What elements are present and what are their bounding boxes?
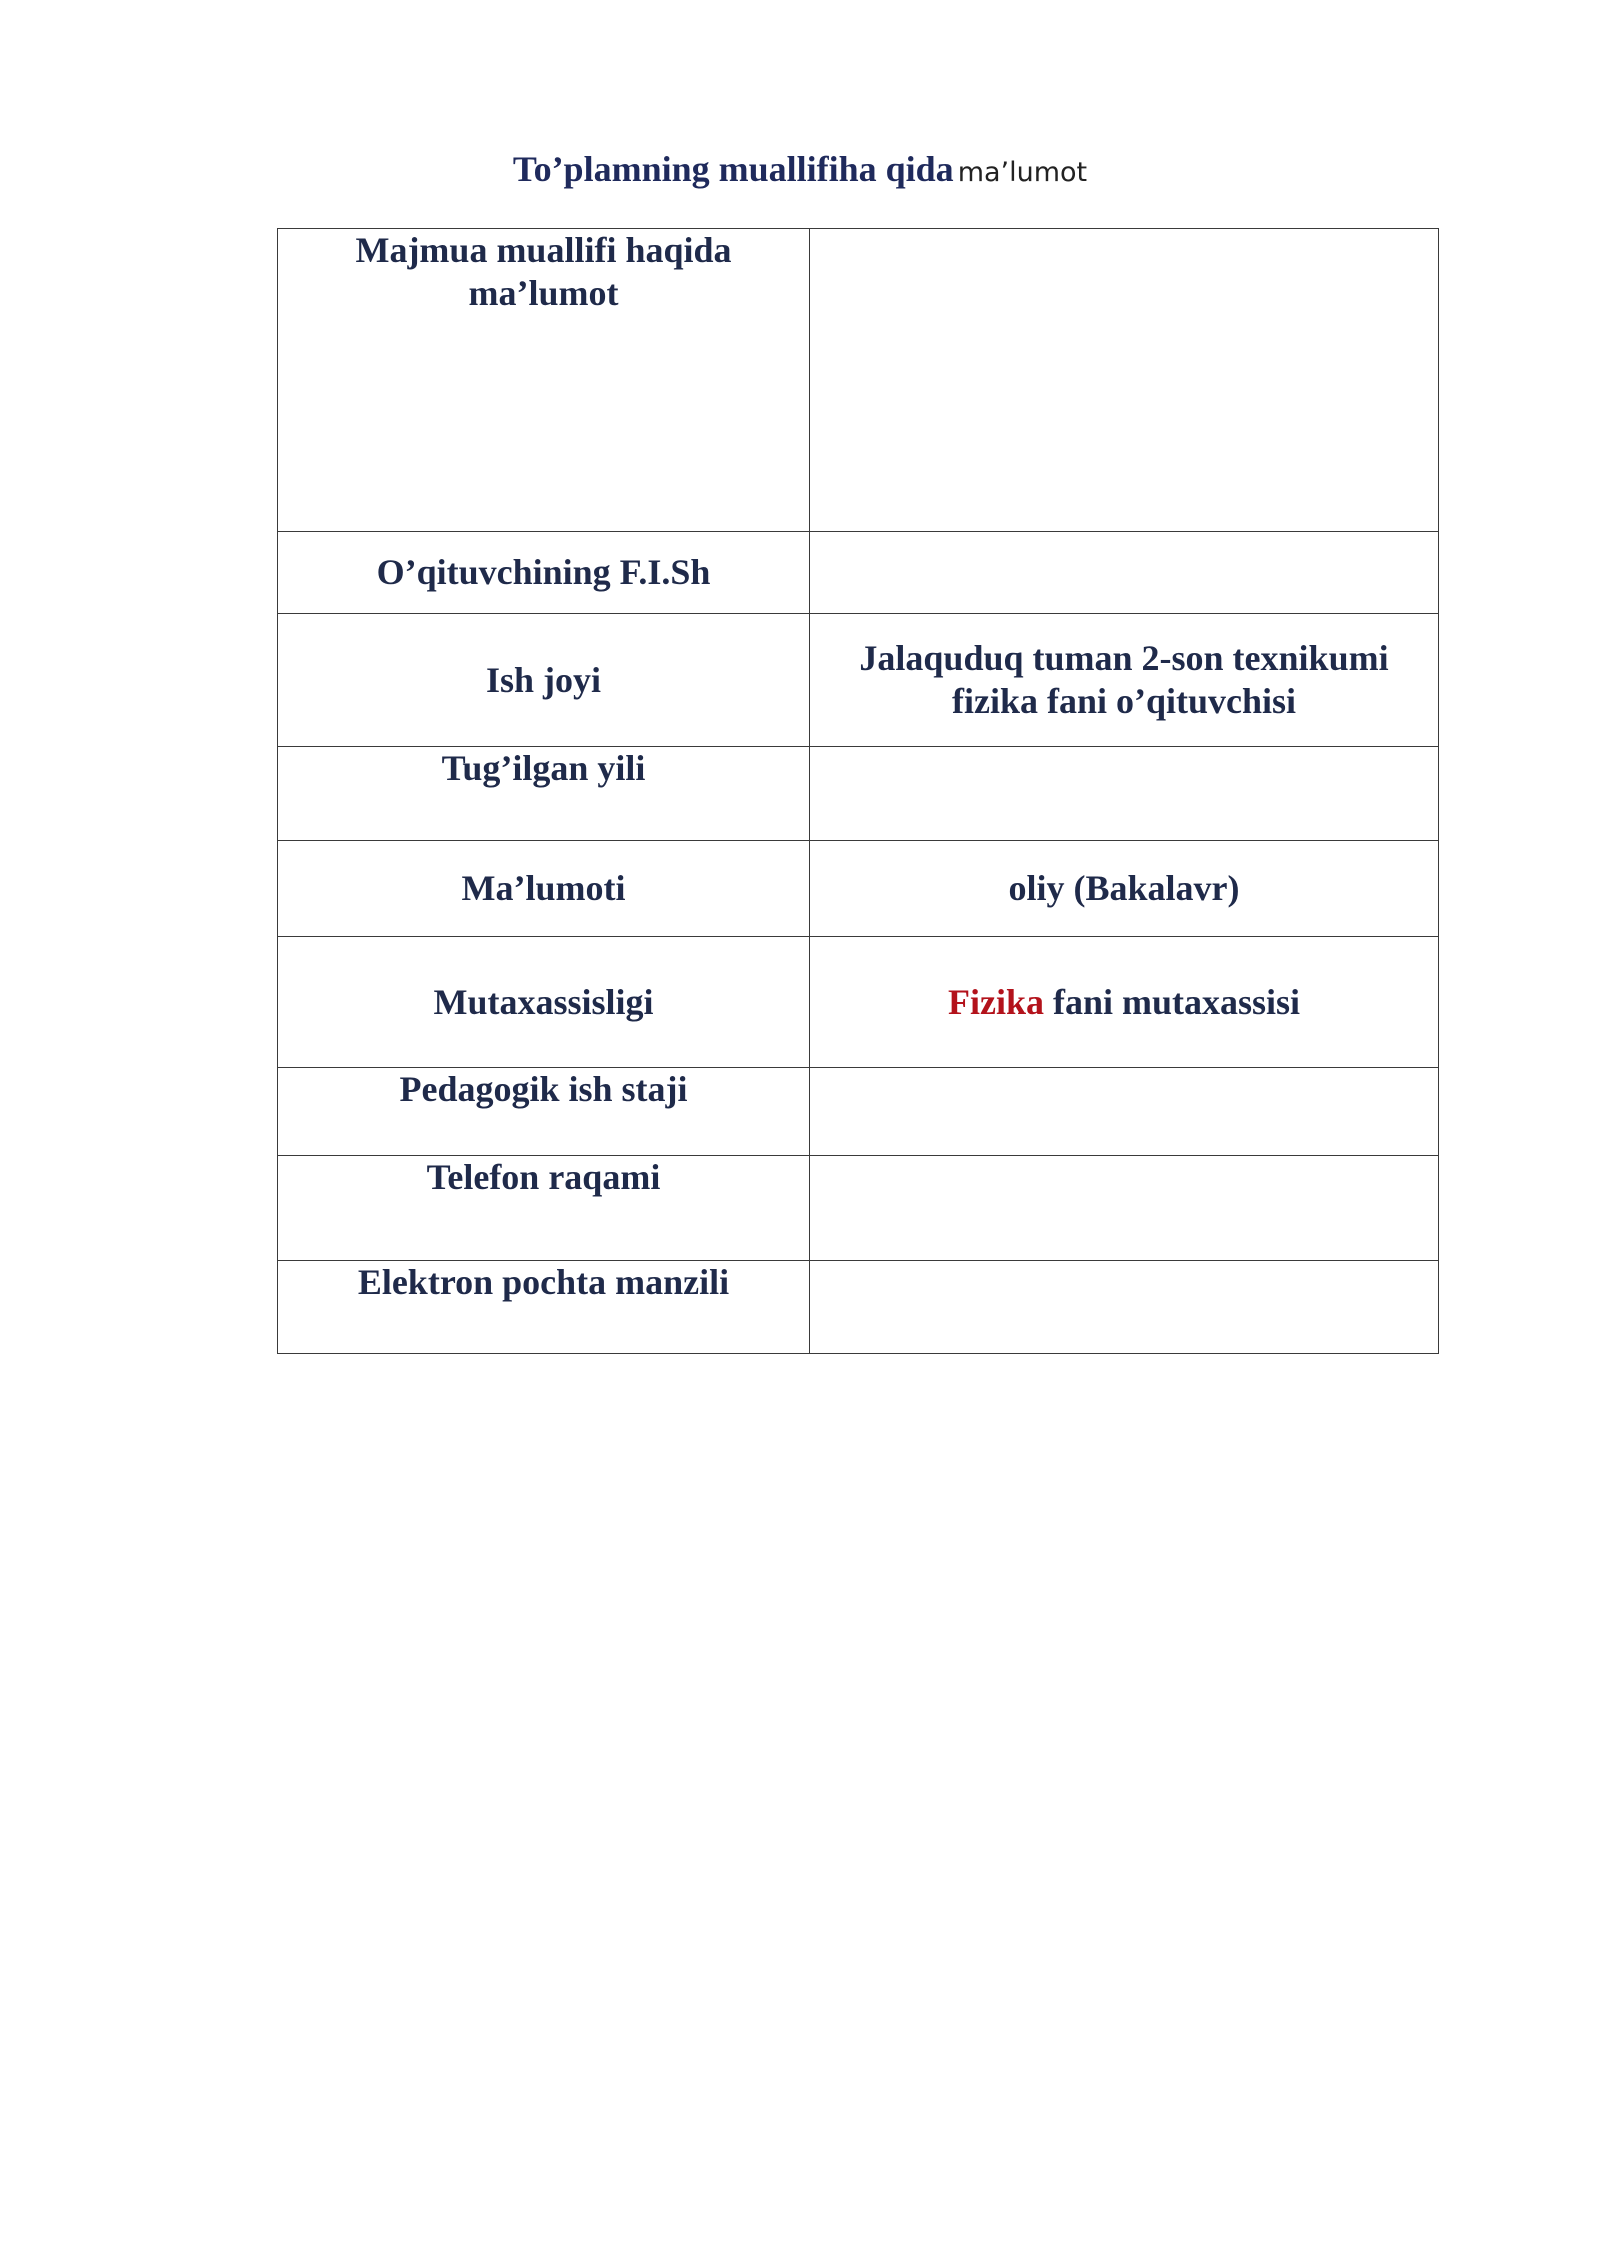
title-main: To’plamning muallifiha qida (512, 149, 954, 189)
table-row (278, 1156, 1439, 1261)
row-value (810, 1068, 1439, 1156)
row-label: Ish joyi (278, 614, 810, 747)
table-row (278, 1068, 1439, 1156)
row-value: Jalaquduq tuman 2-son texnikumi fizika fani o’qituvchisi (810, 614, 1439, 747)
table-row (278, 937, 1439, 1068)
value-rest: fani mutaxassisi (1043, 981, 1301, 1022)
author-info-table (277, 228, 1439, 1354)
row-label: O’qituvchining F.I.Sh (278, 532, 810, 614)
page-title (0, 148, 1600, 190)
table-row (278, 532, 1439, 614)
row-value (810, 1261, 1439, 1354)
value-highlight: Fizika (947, 981, 1044, 1022)
row-label: Elektron pochta manzili (278, 1261, 810, 1354)
row-label: Mutaxassisligi (278, 937, 810, 1068)
table-row (278, 841, 1439, 937)
row-value (810, 747, 1439, 841)
row-value (810, 1156, 1439, 1261)
row-value (810, 937, 1439, 1068)
row-value (810, 532, 1439, 614)
table-row (278, 614, 1439, 747)
row-value: oliy (Bakalavr) (810, 841, 1439, 937)
table-row (278, 229, 1439, 532)
table-row (278, 1261, 1439, 1354)
title-tail: ma’lumot (957, 157, 1088, 188)
row-label: Tug’ilgan yili (278, 747, 810, 841)
row-label: Pedagogik ish staji (278, 1068, 810, 1156)
row-value (810, 229, 1439, 532)
row-label: Telefon raqami (278, 1156, 810, 1261)
row-label: Majmua muallifi haqida ma’lumot (278, 229, 810, 532)
row-label: Ma’lumoti (278, 841, 810, 937)
table-row (278, 747, 1439, 841)
